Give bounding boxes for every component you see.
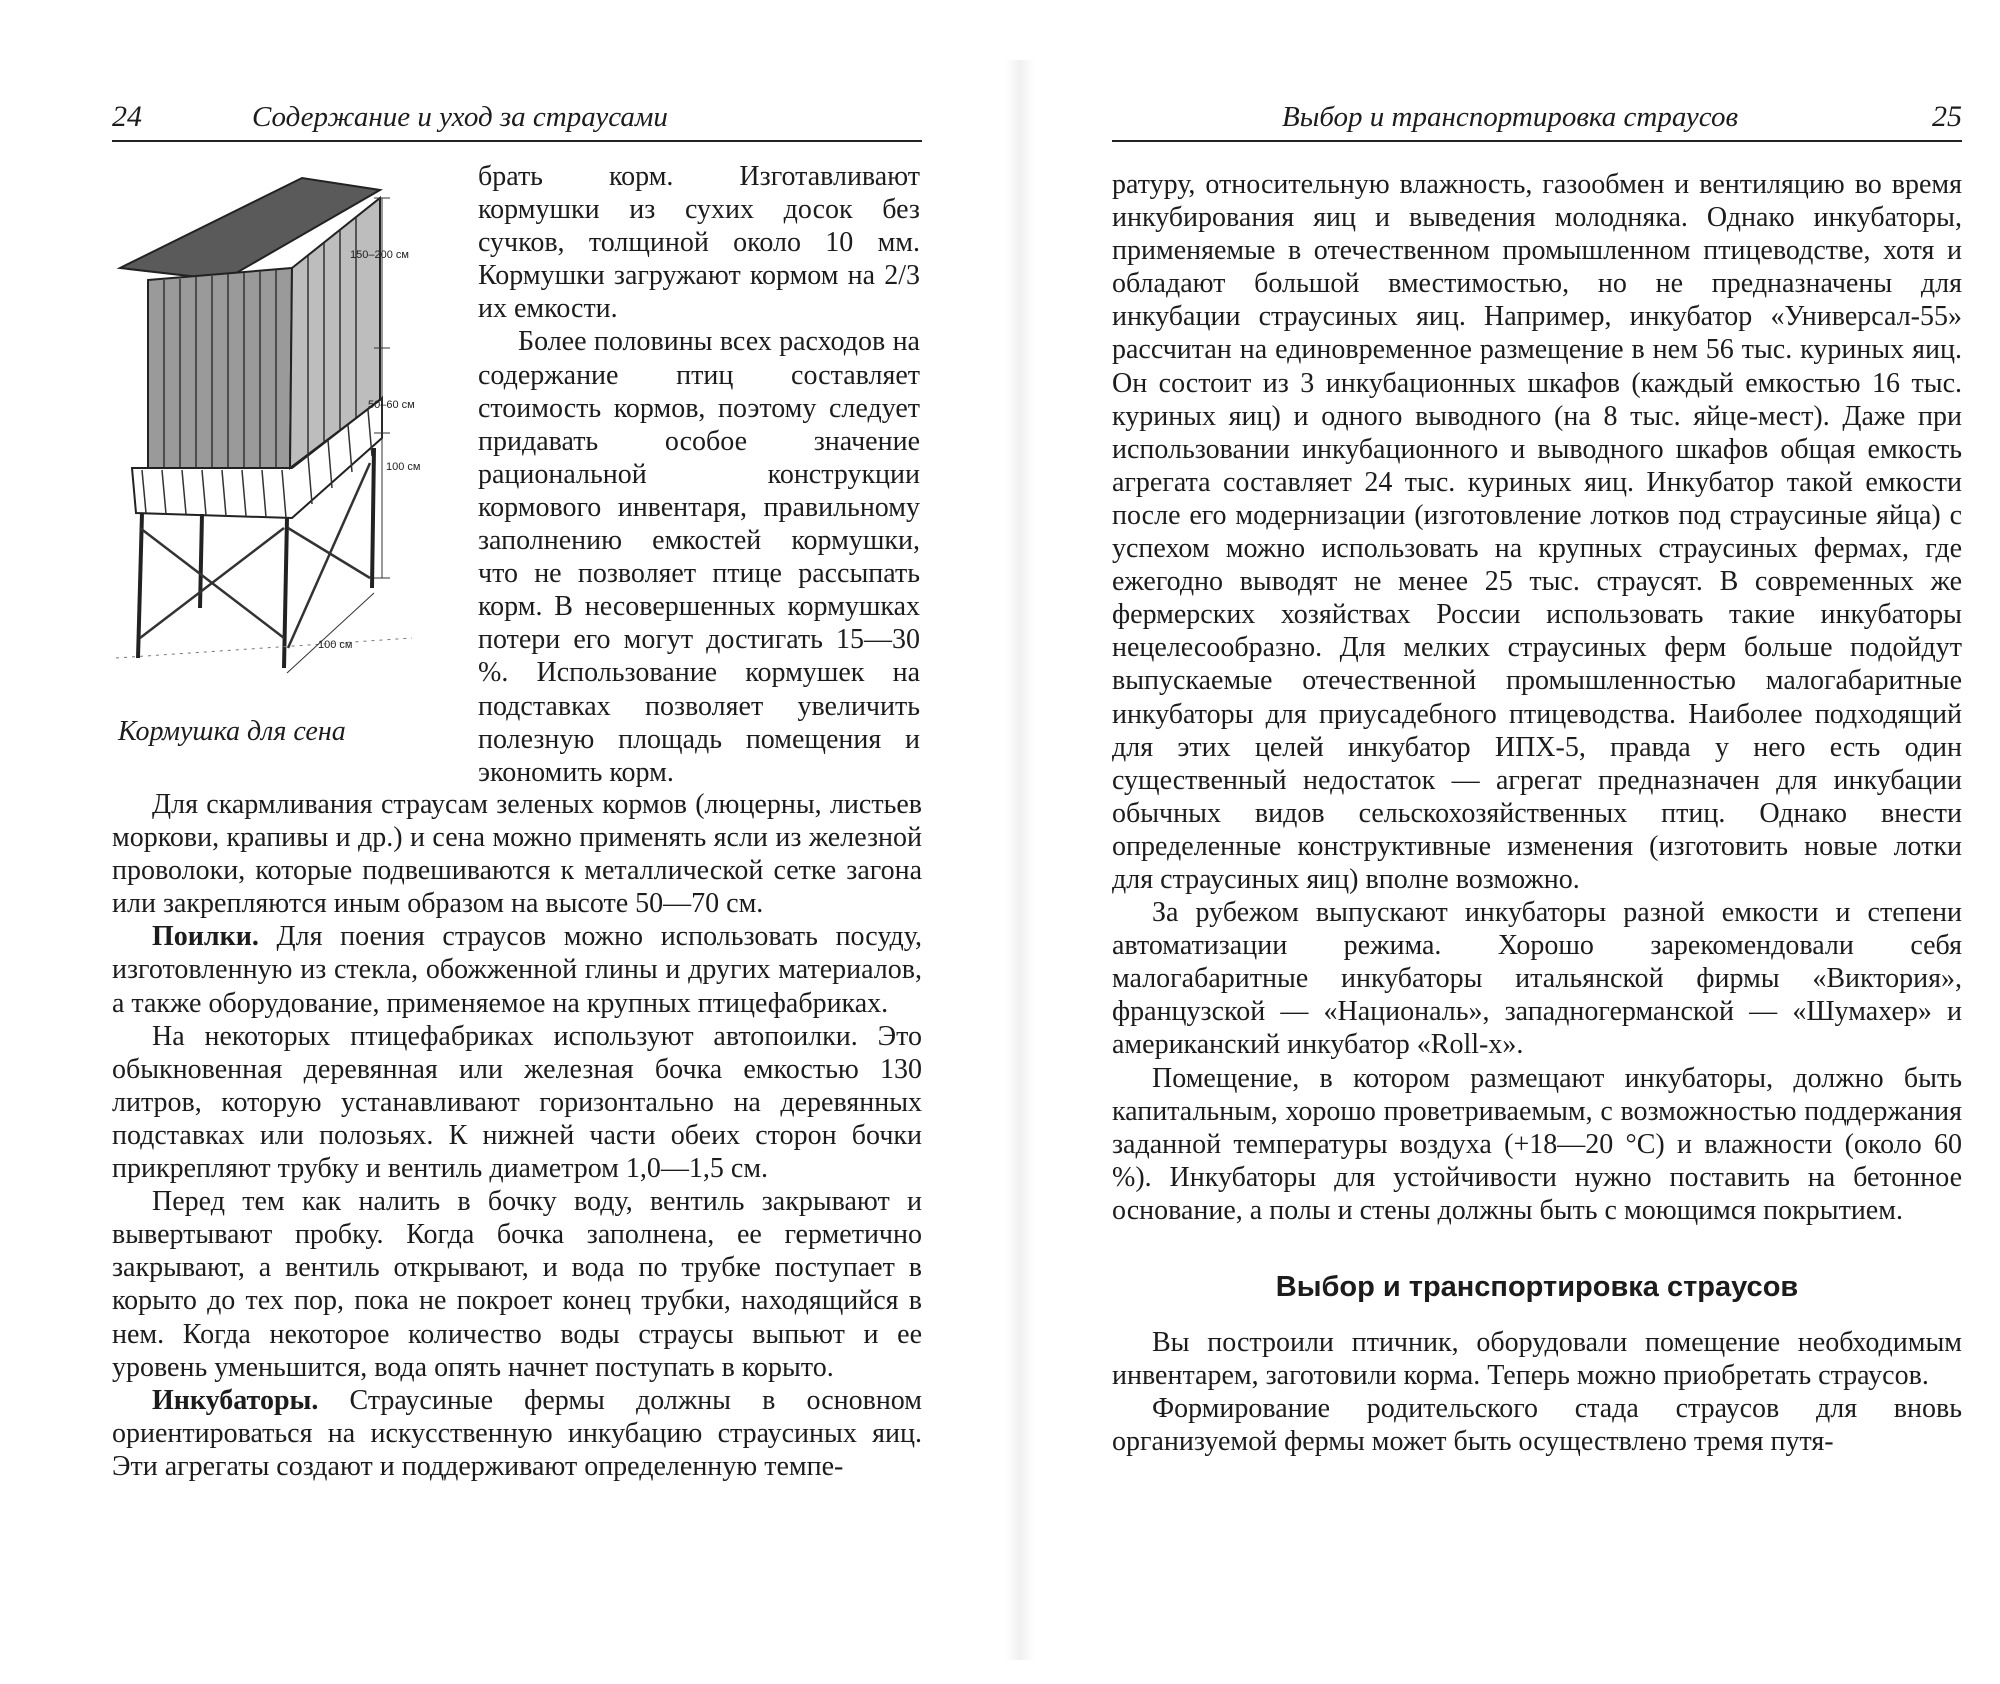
paragraph-text: Для поения страусов можно использовать посуду, изготовленную из стекла, обожженной глины и других материалов, а также оборудование, применяемое на крупных птицефабриках.	[112, 921, 922, 1019]
paragraph: Вы построили птичник, оборудовали помещение необходимым инвентарем, заготовили корма. Теперь можно приобретать страусов.	[1112, 1327, 1962, 1392]
paragraph-drinkers	[112, 920, 922, 1019]
right-running-title: Выбор и транспортировка страусов	[1282, 101, 1739, 133]
figure-caption: Кормушка для сена	[118, 716, 346, 747]
paragraph	[112, 788, 922, 920]
left-running-head	[112, 92, 922, 142]
book-gutter	[1005, 60, 1035, 1660]
left-page-number: 24	[112, 100, 142, 133]
paragraph: Формирование родительского стада страусов для вновь организуемой фермы может быть осуществлено тремя путя-	[1112, 1393, 1962, 1458]
paragraph	[112, 1020, 922, 1185]
paragraph: брать корм. Изготавливают кормушки из сухих досок без сучков, толщиной около 10 мм. Кормушки загружают кормом на 2/3 их емкости.	[478, 161, 920, 325]
left-body-text	[112, 788, 922, 1483]
paragraph-lead: Инкубаторы.	[152, 1384, 319, 1416]
section-heading: Выбор и транспортировка страусов	[1275, 1271, 1799, 1303]
right-page-number: 25	[1932, 100, 1962, 133]
left-narrow-column	[478, 160, 920, 789]
paragraph: Более половины всех расходов на содержание птиц составляет стоимость кормов, поэтому следует придавать особое значение рациональной конструкции кормового инвентаря, правильному заполнению емкостей кормушки, что не позволяет птице рассыпать корм. В несовершенных кормушках потери его могут достигать 15—30 %. Использование кормушек на подставках позволяет увеличить полезную площадь помещения и экономить корм.	[478, 326, 920, 788]
dim-label-height: 150–200 см	[350, 249, 409, 261]
paragraph	[112, 1185, 922, 1384]
right-body-text	[1112, 168, 1962, 1458]
hay-feeder-illustration	[112, 168, 452, 688]
hay-feeder-drawing	[112, 168, 452, 688]
paragraph: За рубежом выпускают инкубаторы разной емкости и степени автоматизации режима. Хорошо зарекомендовали себя малогабаритные инкубаторы итальянской фирмы «Виктория», французской — «Националь», западногерманской — «Шумахер» и американский инкубатор «Roll-x».	[1112, 897, 1962, 1061]
paragraph-text: Перед тем как налить в бочку воду, вентиль закрывают и вывертывают пробку. Когда бочка заполнена, ее герметично закрывают, а вентиль открывают, и вода по трубке поступает в корыто до тех пор, пока не покроет конец трубки, находящийся в нем. Когда некоторое количество воды страусы выпьют и ее уровень уменьшится, вода опять начнет поступать в корыто.	[112, 1186, 922, 1383]
paragraph: ратуру, относительную влажность, газообмен и вентиляцию во время инкубирования яиц и выведения молодняка. Однако инкубаторы, применяемые в отечественном промышленном птицеводстве, хотя и обладают большой вместимостью, но не предназначены для инкубации страусиных яиц. Например, инкубатор «Универсал-55» рассчитан на единовременное размещение в нем 56 тыс. куриных яиц. Он состоит из 3 инкубационных шкафов (каждый емкостью 16 тыс. куриных яиц) и одного выводного (на 8 тыс. яйце-мест). Даже при использовании инкубационного и выводного шкафов общая емкость агрегата составляет 24 тыс. куриных яиц. Инкубатор такой емкости после его модернизации (изготовление лотков под страусиные яйца) с успехом можно использовать на крупных страусиных фермах, где ежегодно выводят не менее 25 тыс. страусят. В современных же фермерских хозяйствах России использовать такие инкубаторы нецелесообразно. Для мелких страусиных ферм больше подойдут выпускаемые отечественной промышленностью малогабаритные инкубаторы для приусадебного птицеводства. Наиболее подходящий для этих целей инкубатор ИПХ-5, правда у него есть один существенный недостаток — агрегат предназначен для инкубации обычных видов сельскохозяйственных птиц. Однако внести определенные конструктивные изменения (изготовить новые лотки для страусиных яиц) вполне возможно.	[1112, 169, 1962, 895]
paragraph: Помещение, в котором размещают инкубаторы, должно быть капитальным, хорошо проветриваемым, с возможностью поддержания заданной температуры воздуха (+18—20 °С) и влажности (около 60 %). Инкубаторы для устойчивости нужно поставить на бетонное основание, а полы и стены должны быть с моющимся покрытием.	[1112, 1062, 1962, 1226]
paragraph-text: Страусиные фермы должны в основном ориентироваться на искусственную инкубацию страусиных яиц. Эти агрегаты создают и поддерживают определенную темпе-	[112, 1384, 922, 1482]
paragraph-text: Для скармливания страусам зеленых кормов (люцерны, листьев моркови, крапивы и др.) и сена можно применять ясли из железной проволоки, которые подвешиваются к металлической сетке загона или закрепляются иным образом на высоте 50—70 см.	[112, 789, 922, 920]
right-page	[1040, 0, 2000, 1684]
paragraph-lead: Поилки.	[152, 921, 259, 953]
paragraph-text: На некоторых птицефабриках используют автопоилки. Это обыкновенная деревянная или железная бочка емкостью 130 литров, которую устанавливают горизонтально на деревянных подставках или полозьях. К нижней части обеих сторон бочки прикрепляют трубку и вентиль диаметром 1,0—1,5 см.	[112, 1020, 922, 1185]
dim-label-base: 100 см	[318, 639, 353, 651]
left-running-title: Содержание и уход за страусами	[252, 101, 668, 133]
right-running-head	[1112, 92, 1962, 142]
paragraph-incubators	[112, 1384, 922, 1483]
dim-label-leg: 100 см	[386, 461, 421, 473]
dim-label-rack: 50–60 см	[368, 399, 415, 411]
